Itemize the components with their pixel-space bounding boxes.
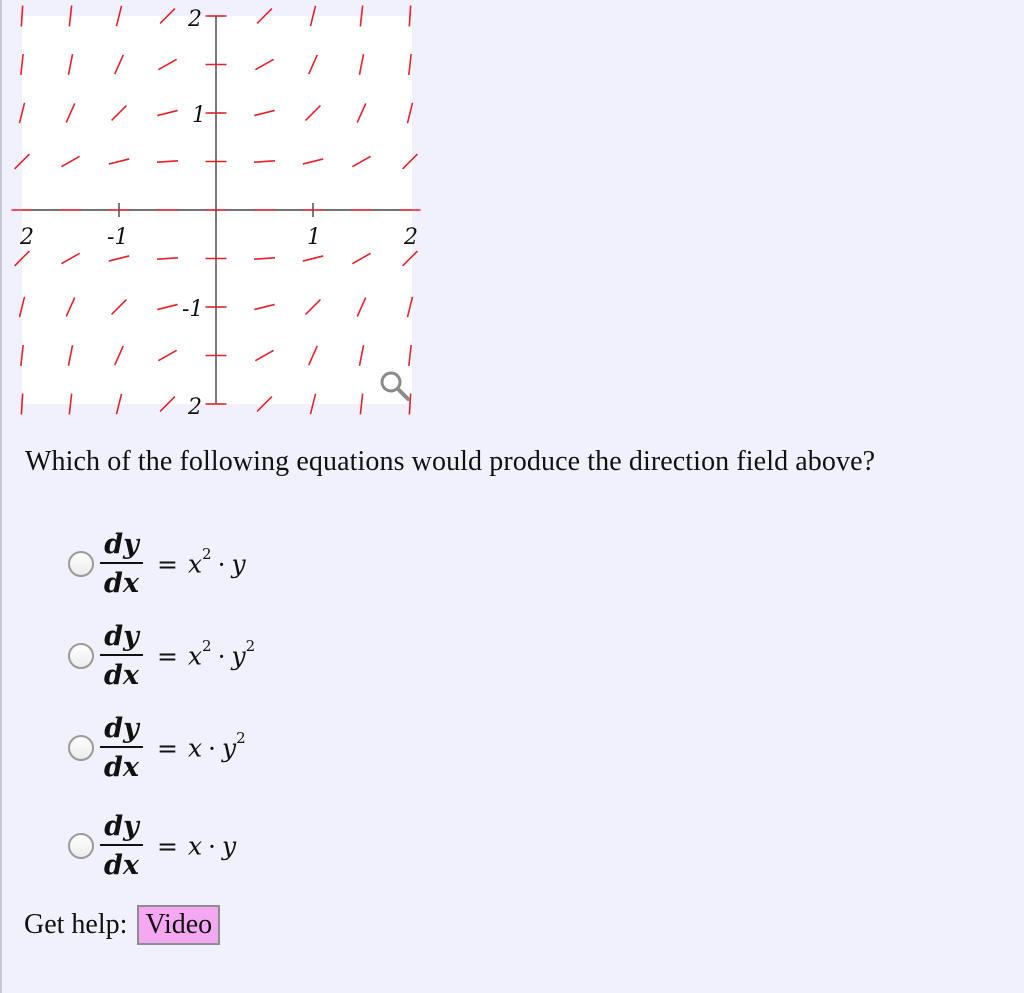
option-3[interactable] (68, 708, 388, 788)
slope-segment (115, 55, 124, 74)
slope-segment (158, 350, 176, 360)
slope-segment (66, 297, 75, 316)
slope-segment (255, 59, 273, 69)
slope-segment (157, 304, 177, 309)
slope-segment (160, 9, 175, 24)
direction-field-svg (20, 7, 418, 420)
slope-segment (403, 154, 418, 169)
slope-segment (352, 156, 370, 166)
fraction-denominator: dx (100, 844, 143, 879)
get-help-row (24, 902, 220, 948)
x-tick-label: 2 (20, 225, 34, 250)
slope-segment (19, 297, 24, 317)
equation-rhs (157, 831, 236, 860)
slope-segment (21, 394, 22, 415)
slope-segment (21, 6, 22, 27)
radio-button[interactable] (68, 735, 94, 761)
equation-rhs (156, 545, 246, 579)
exponent-x: 2 (202, 637, 212, 656)
y-tick-label: 2 (188, 395, 202, 420)
derivative-fraction (100, 531, 143, 597)
slope-segment (254, 161, 275, 162)
slope-segment (407, 103, 412, 123)
factor-y: y (222, 733, 237, 763)
slope-segment (21, 345, 23, 366)
slope-segment (112, 300, 127, 315)
slope-segment (21, 54, 23, 75)
x-tick-label: 2 (404, 225, 418, 250)
fraction-numerator: dy (104, 713, 139, 744)
factor-y: y (231, 549, 246, 579)
slope-segment (116, 394, 121, 414)
slope-segment (357, 297, 366, 316)
fraction-denominator: dx (100, 746, 143, 781)
multiply-dot: · (217, 549, 226, 579)
slope-segment (255, 350, 273, 360)
slope-segment (409, 6, 410, 27)
option-2[interactable] (68, 616, 388, 696)
page-edge (0, 0, 2, 993)
x-tick-label: 1 (307, 225, 321, 250)
exponent-x: 2 (202, 545, 212, 564)
equals-sign: = (156, 831, 178, 861)
slope-segment (306, 300, 321, 315)
fraction-numerator: dy (104, 811, 139, 842)
slope-segment (407, 297, 412, 317)
slope-segment (109, 159, 129, 164)
slope-segment (409, 345, 411, 366)
derivative-fraction (100, 715, 143, 781)
fraction-numerator: dy (104, 621, 139, 652)
slope-segment (257, 397, 272, 412)
slope-segment (309, 346, 318, 365)
magnifier-icon[interactable] (378, 368, 412, 402)
slope-segment (309, 55, 318, 74)
equals-sign: = (156, 733, 178, 763)
slope-segment (257, 9, 272, 24)
slope-segment (359, 54, 363, 75)
fraction-denominator: dx (100, 654, 143, 689)
slope-segment (360, 394, 362, 415)
equation-rhs (156, 729, 246, 763)
slope-segment (409, 54, 411, 75)
slope-segment (158, 59, 176, 69)
slope-segment (352, 253, 370, 263)
slope-segment (157, 161, 178, 162)
slope-segment (15, 251, 30, 266)
multiply-dot: · (217, 641, 226, 671)
slope-segment (66, 103, 75, 122)
radio-button[interactable] (68, 643, 94, 669)
option-1[interactable] (68, 524, 388, 604)
slope-segment (359, 345, 363, 366)
radio-button[interactable] (68, 833, 94, 859)
slope-segment (61, 253, 79, 263)
exponent-y: 2 (245, 637, 256, 656)
y-tick-label: 2 (188, 7, 202, 32)
slope-segment (254, 110, 274, 115)
radio-button[interactable] (68, 551, 94, 577)
slope-segment (360, 6, 362, 27)
equals-sign: = (156, 549, 178, 579)
slope-segment (109, 256, 129, 261)
y-tick-label: 1 (192, 103, 206, 128)
x-tick-label: -1 (107, 225, 129, 250)
derivative-fraction (100, 813, 143, 879)
slope-segment (68, 54, 72, 75)
question-text: Which of the following equations would produce the direction field above? (25, 446, 876, 477)
slope-segment (115, 346, 124, 365)
equals-sign: = (156, 641, 178, 671)
factor-x: x (187, 549, 203, 579)
get-help-label: Get help: (24, 909, 128, 940)
slope-segment (19, 103, 24, 123)
slope-segment (116, 6, 121, 26)
option-4[interactable] (68, 806, 388, 886)
slope-segment (157, 110, 177, 115)
factor-y: y (222, 831, 237, 861)
slope-segment (160, 397, 175, 412)
slope-segment (157, 258, 178, 259)
slope-segment (306, 106, 321, 121)
slope-segment (69, 394, 71, 415)
factor-x: x (187, 831, 203, 861)
slope-segment (61, 156, 79, 166)
fraction-numerator: dy (104, 529, 139, 560)
slope-segment (112, 106, 127, 121)
direction-field-plot (20, 7, 418, 420)
slope-segment (403, 251, 418, 266)
factor-x: x (187, 733, 203, 763)
slope-segment (303, 256, 323, 261)
y-tick-label: -1 (182, 297, 204, 322)
slope-segment (15, 154, 30, 169)
multiply-dot: · (208, 733, 216, 763)
slope-segment (254, 304, 274, 309)
fraction-denominator: dx (100, 562, 143, 597)
video-help-button[interactable]: Video (137, 905, 220, 945)
slope-segment (357, 103, 366, 122)
exponent-y: 2 (236, 729, 246, 748)
slope-segment (310, 394, 315, 414)
derivative-fraction (100, 623, 143, 689)
factor-y: y (231, 641, 246, 671)
slope-segment (254, 258, 275, 259)
equation-rhs (156, 637, 256, 671)
factor-x: x (187, 641, 203, 671)
slope-segment (310, 6, 315, 26)
slope-segment (303, 159, 323, 164)
slope-segment (68, 345, 72, 366)
multiply-dot: · (208, 831, 216, 861)
slope-segment (69, 6, 71, 27)
